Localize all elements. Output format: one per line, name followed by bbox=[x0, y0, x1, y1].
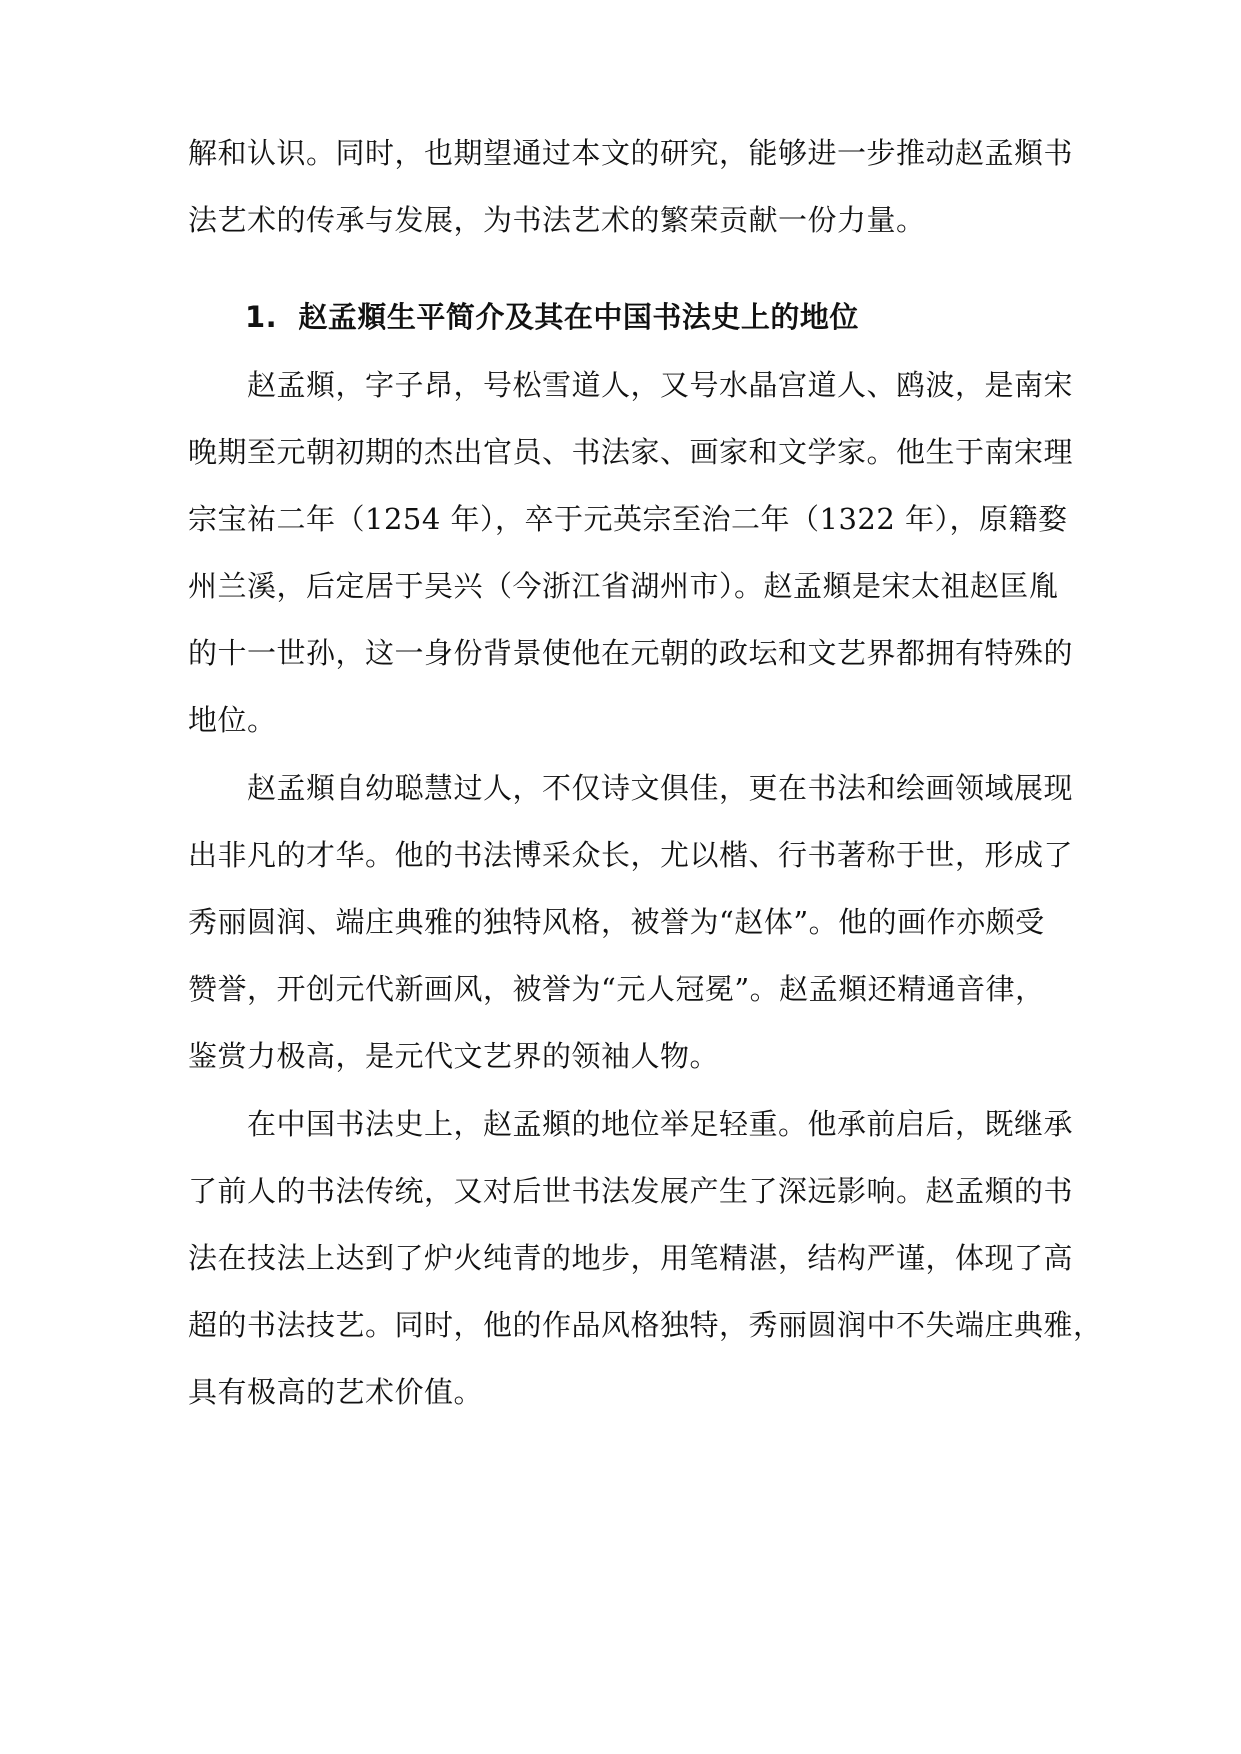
paragraph-3-line-5: 具有极高的艺术价值。 bbox=[188, 1375, 484, 1409]
paragraph-3-line-1: 在中国书法史上，赵孟頫的地位举足轻重。他承前启后，既继承 bbox=[247, 1107, 1074, 1141]
paragraph-2-line-5: 鉴赏力极高，是元代文艺界的领袖人物。 bbox=[188, 1039, 720, 1073]
paragraph-2-line-4: 赞誉，开创元代新画风，被誉为“元人冠冕”。赵孟頫还精通音律， bbox=[188, 972, 1045, 1006]
paragraph-1-line-5: 的十一世孙，这一身份背景使他在元朝的政坛和文艺界都拥有特殊的 bbox=[188, 636, 1074, 670]
section-heading bbox=[245, 297, 859, 337]
section-number: 1. bbox=[245, 300, 278, 334]
paragraph-2-line-3: 秀丽圆润、端庄典雅的独特风格，被誉为“赵体”。他的画作亦颇受 bbox=[188, 905, 1045, 939]
paragraph-2-line-2: 出非凡的才华。他的书法博采众长，尤以楷、行书著称于世，形成了 bbox=[188, 838, 1074, 872]
intro-line-1: 解和认识。同时，也期望通过本文的研究，能够进一步推动赵孟頫书 bbox=[188, 136, 1074, 170]
paragraph-1-line-3: 宗宝祐二年（1254 年），卒于元英宗至治二年（1322 年），原籍婺 bbox=[188, 502, 1068, 536]
section-title: 赵孟頫生平简介及其在中国书法史上的地位 bbox=[298, 300, 859, 334]
paragraph-2-line-1: 赵孟頫自幼聪慧过人，不仅诗文俱佳，更在书法和绘画领域展现 bbox=[247, 771, 1074, 805]
paragraph-3-line-3: 法在技法上达到了炉火纯青的地步，用笔精湛，结构严谨，体现了高 bbox=[188, 1241, 1074, 1275]
paragraph-1-line-2: 晚期至元朝初期的杰出官员、书法家、画家和文学家。他生于南宋理 bbox=[188, 435, 1074, 469]
intro-line-2: 法艺术的传承与发展，为书法艺术的繁荣贡献一份力量。 bbox=[188, 203, 926, 237]
paragraph-1-line-6: 地位。 bbox=[188, 703, 277, 737]
paragraph-3-line-4: 超的书法技艺。同时，他的作品风格独特，秀丽圆润中不失端庄典雅， bbox=[188, 1308, 1103, 1342]
paragraph-1-line-1: 赵孟頫，字子昂，号松雪道人，又号水晶宫道人、鸥波，是南宋 bbox=[247, 368, 1074, 402]
paragraph-3-line-2: 了前人的书法传统，又对后世书法发展产生了深远影响。赵孟頫的书 bbox=[188, 1174, 1074, 1208]
paragraph-1-line-4: 州兰溪，后定居于吴兴（今浙江省湖州市）。赵孟頫是宋太祖赵匡胤 bbox=[188, 569, 1059, 603]
